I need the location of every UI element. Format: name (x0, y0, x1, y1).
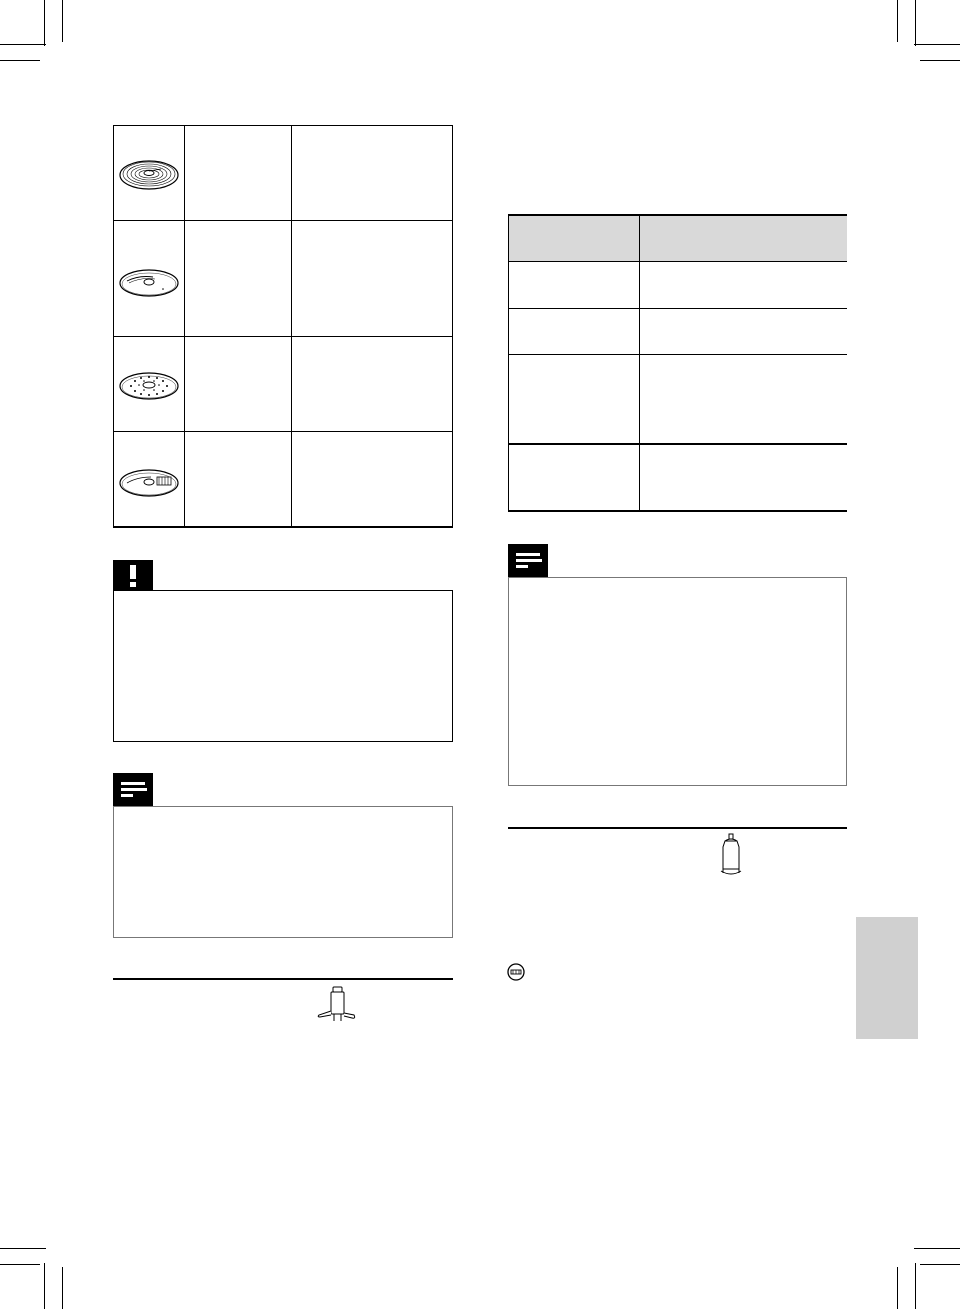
caution-box (113, 590, 453, 742)
crop-mark (0, 1248, 46, 1249)
spec-table (508, 214, 847, 512)
crop-mark (897, 0, 898, 42)
crop-mark (897, 1267, 898, 1309)
exclamation-icon (113, 560, 153, 591)
row-divider (508, 354, 847, 355)
crop-mark (914, 44, 960, 45)
chopper-blade-icon (316, 985, 358, 1025)
column-divider (639, 214, 640, 512)
grating-disc-icon (119, 368, 179, 404)
note-tab (508, 544, 548, 577)
crop-mark (0, 60, 40, 61)
spec-table-frame (508, 214, 847, 512)
kitchen-disc-icon (119, 155, 179, 195)
crop-mark (920, 60, 960, 61)
crop-mark (915, 0, 916, 46)
crop-mark (914, 1248, 960, 1249)
crop-mark (920, 1264, 960, 1265)
note-box-right (508, 577, 847, 786)
crop-mark (0, 1264, 40, 1265)
crop-mark (62, 1267, 63, 1309)
shredding-disc-icon (119, 465, 179, 501)
column-divider (184, 125, 185, 528)
row-divider (508, 443, 847, 445)
column-divider (291, 125, 292, 528)
language-side-tab (856, 917, 918, 1039)
row-divider (113, 220, 453, 221)
row-divider (508, 261, 847, 262)
row-divider (508, 308, 847, 309)
crop-mark (44, 0, 45, 46)
crop-mark (915, 1263, 916, 1309)
crop-mark (62, 0, 63, 42)
blender-jar-icon (716, 833, 746, 877)
section-divider (508, 827, 847, 829)
disc-table (113, 125, 453, 528)
crop-mark (44, 1263, 45, 1309)
note-icon (113, 773, 153, 806)
row-divider (113, 336, 453, 337)
slicing-disc-icon (119, 265, 179, 301)
caution-tab (113, 560, 153, 591)
row-divider (113, 431, 453, 432)
note-tab (113, 773, 153, 806)
note-box-left (113, 806, 453, 938)
section-divider (113, 978, 453, 980)
table-edge (508, 214, 509, 512)
speed-setting-icon (507, 963, 525, 981)
crop-mark (0, 44, 46, 45)
note-icon (508, 544, 548, 577)
